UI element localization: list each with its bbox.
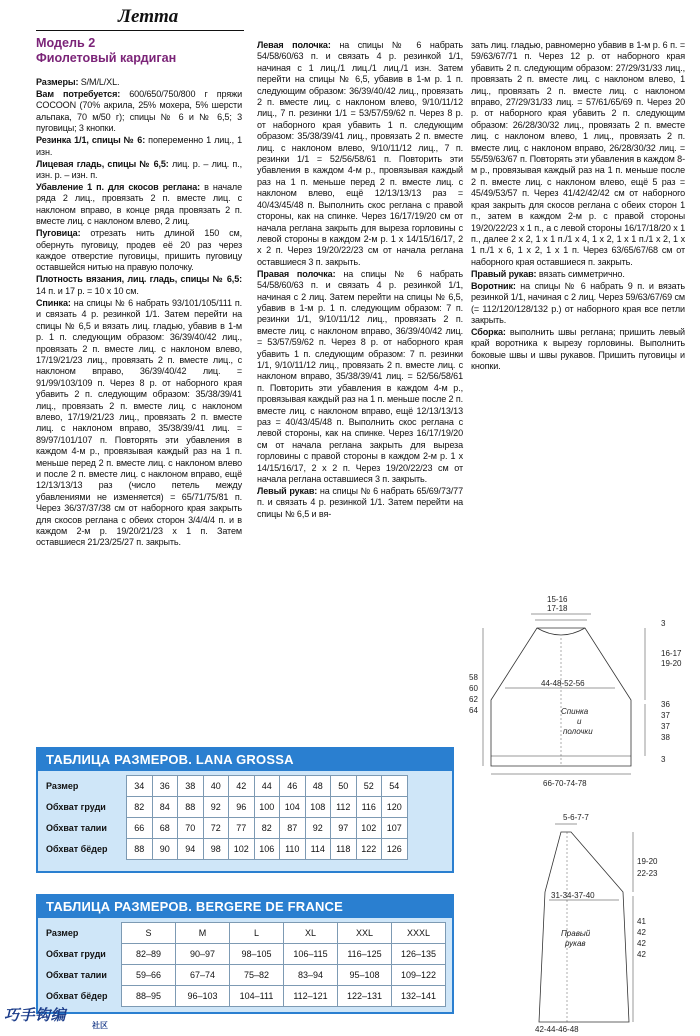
table-cell: 82 xyxy=(254,818,280,839)
table-cell: 97 xyxy=(331,818,357,839)
paragraph xyxy=(257,486,463,520)
table-cell: 112 xyxy=(331,797,357,818)
paragraph xyxy=(471,281,685,327)
table-cell: 82 xyxy=(127,797,153,818)
paragraph-heading: Лицевая гладь, спицы № 6,5: xyxy=(36,158,169,169)
table-cell: 88–95 xyxy=(122,986,176,1007)
table-cell: 112–121 xyxy=(284,986,338,1007)
table-row xyxy=(43,839,407,860)
table-cell: 122–131 xyxy=(338,986,392,1007)
table-row xyxy=(43,797,407,818)
row-label: Обхват талии xyxy=(43,818,127,839)
dim-right-2: 37 xyxy=(661,711,670,720)
table-cell: 132–141 xyxy=(392,986,446,1007)
paragraph-text: на спицы № 6 набрать 93/101/105/111 п. и связать 4 р. резинкой 1/1. Затем перейти на спицы № 6,5 и вязать лиц. гладью, убавив в 1-м р. 1 п. следующим образом: 36/39/40/42 лиц., провязать 2 п. вместе лиц. с наклоном влево, 17/19/21/23 лиц., провязать 2 п. вместе лиц., с наклоном вправо, 36/39/40/42 лиц. = 91/99/103/109 п. Через 8 р. от наборного края убавить 2 п. следующим образом: 35/38/39/41 лиц., провязать 2 п. вместе лиц. с наклоном влево, 17/19/21/23 лиц., провязать 2 п. вместе лиц. с наклоном вправо, 35/38/39/41 лиц. = 89/97/101/107 п. Повторять эти убавления в каждом 4-м р., провязывая каждый раз на 1 п. меньше перед 2 п. вместе лиц. с наклоном влево и после 2 п. вместе лиц. с наклоном вправо, ещё 12/13/13/13 раз (число петель между убавлениями не изменяется) = 65/71/75/81 п. Через 36/37/37/38 см от наборного края закрыть для скосов реглана с обеих сторон 3/4/4/4 п. и в каждом 2-м р. 19/20/21/23 x 1 п. Затем оставшиеся 21/23/25/27 п. закрыть. xyxy=(36,297,242,548)
table-cell: 46 xyxy=(280,776,306,797)
table-cell: 68 xyxy=(152,818,178,839)
paragraph-heading: Вам потребуется: xyxy=(36,89,121,99)
sleeve-dim-r2: 22-23 xyxy=(637,869,658,878)
table-cell: 92 xyxy=(203,797,229,818)
table-cell: 44 xyxy=(254,776,280,797)
table-cell: 110 xyxy=(280,839,306,860)
table-cell: 72 xyxy=(203,818,229,839)
dim-left-3: 62 xyxy=(469,695,478,704)
paragraph-text: на спицы № 6 набрать 54/58/60/63 п. и связать 4 р. резинкой 1/1, начиная с 2 лиц. Затем перейти на спицы № 6,5, убавив в 1-м р. 1 п. следующим образом: 7 п. резинки 1/1, 9/10/11/12 лиц., провязать 2 п. вместе лиц. с наклоном вправо, 36/39/40/42 лиц. = 53/57/59/62 п. Через 8 р. от наборного края убавить 1 п. следующим образом: 7 п. резинки 1/1, 9/10/11/12 лиц., провязать 2 п. вместе лиц. с наклоном вправо, 35/38/39/41 лиц. = 52/56/58/61 п. Повторить эти убавления в каждом 4-м р., провязывая каждый раз на 1 п. меньше после 2 п. вместе лиц. с наклоном вправо, ещё 12/13/13/13 раз = 40/43/45/48 п. Выполнить скос реглана с левой стороны, как на спинке. Через 16/17/19/20 см от начала реглана закрыть для выреза горловины с правой стороны в каждом 2-м р. 1 x 14/15/16/17, 2 x 2 п. Через 19/20/22/23 см от начала реглана оставшиеся 3 п. закрыть. xyxy=(257,268,463,485)
row-label: Обхват бёдер xyxy=(43,986,122,1007)
table-cell: 100 xyxy=(254,797,280,818)
text-column-2 xyxy=(257,40,463,521)
paragraph-heading: Правая полочка: xyxy=(257,268,336,279)
table-row xyxy=(43,818,407,839)
sleeve-outline xyxy=(539,832,629,1022)
neck-curve xyxy=(537,628,585,635)
dim-left-4: 64 xyxy=(469,706,478,715)
table-cell: M xyxy=(176,923,230,944)
paragraph-text: лиц. р. – лиц. п., изн. р. – изн. п. xyxy=(36,158,242,181)
sleeve-dim-top: 5-6-7-7 xyxy=(563,813,589,822)
paragraph-heading: Резинка 1/1, спицы № 6: xyxy=(36,135,146,146)
table-cell: 88 xyxy=(178,797,204,818)
paragraph-text: отрезать нить длиной 150 см, обернуть пуговицу, продев её 20 раз через каждое отверстие пуговицы, пришить пуговицу оставшейся нитью на правую полочку. xyxy=(36,228,242,273)
sleeve-dim-c2: 42 xyxy=(637,928,646,937)
table-cell: 70 xyxy=(178,818,204,839)
table-cell: 114 xyxy=(305,839,331,860)
table-row xyxy=(43,965,446,986)
table-cell: L xyxy=(230,923,284,944)
row-label: Обхват талии xyxy=(43,965,122,986)
paragraph-heading: Пуговица: xyxy=(36,228,81,239)
table-cell: 90–97 xyxy=(176,944,230,965)
paragraph xyxy=(471,327,685,373)
table-cell: 109–122 xyxy=(392,965,446,986)
model-number: Модель 2 xyxy=(36,36,96,50)
dim-top-2: 17-18 xyxy=(547,604,568,613)
table-cell: 36 xyxy=(152,776,178,797)
paragraph-heading: Воротник: xyxy=(471,280,516,291)
sleeve-dim-c3: 42 xyxy=(637,939,646,948)
sleeve-dim-bottom: 42-44-46-48 xyxy=(535,1025,579,1034)
dim-right-3: 37 xyxy=(661,722,670,731)
table-cell: 88 xyxy=(127,839,153,860)
table-cell: 84 xyxy=(152,797,178,818)
label-right: Правый xyxy=(561,929,591,938)
table-cell: S xyxy=(122,923,176,944)
paragraph-text: S/M/L/XL. xyxy=(78,77,120,87)
dim-mid: 44-48-52-56 xyxy=(541,679,585,688)
table-cell: 98–105 xyxy=(230,944,284,965)
paragraph-text: в начале ряда 2 лиц., провязать 2 п. вместе лиц. с наклоном вправо, в конце ряда провязать 2 п. вместе лиц. с наклоном влево, 2 лиц. xyxy=(36,182,242,227)
table-row xyxy=(43,944,446,965)
paragraph-text: попеременно 1 лиц., 1 изн. xyxy=(36,135,243,157)
table-cell: 126 xyxy=(382,839,408,860)
table-cell: 102 xyxy=(229,839,255,860)
paragraph xyxy=(36,274,242,297)
table-cell: 38 xyxy=(178,776,204,797)
paragraph xyxy=(36,135,242,158)
paragraph-text: зать лиц. гладью, равномерно убавив в 1-м р. 6 п. = 59/63/67/71 п. Через 12 р. от наборного края убавить 2 п. следующим образом: 27/29/31/33 лиц., провязать 2 п. вместе лиц. с наклоном влево, 1 лиц., провязать 2 п. вместе лиц. с наклоном вправо, 27/29/31/33 лиц. = 57/61/65/69 п. Через 20 р. от наборного края убавить 2 п. следующим образом: 26/28/30/32 лиц., провязать 2 п. вместе лиц. с наклоном влево, 1 лиц., провязать 2 п. вместе лиц. с наклоном вправо, 26/28/30/32 лиц. = 55/59/63/67 п. Повторять эти убавления в каждом 8-м р., провязывая каждый раз на 1 п. меньше после 2 п. вместе лиц. с наклоном влево, ещё 5 раз = 45/49/53/57 п. Через 41/42/42/42 см от наборного края закрыть для скосов реглана с обеих сторон 1 п., затем в каждом 2-м р. с правой стороны 19/20/22/23 x 1 п., а с левой стороны 16/17/18/20 x 1 п., далее 2 x 2, 1 x 1 п./1 x 4, 1 x 2, 1 x 1 п./1 x 2, 1 x 1 п./1 x 6, 1 x 2, 1 x 1 п. Через 63/65/67/68 см от наборного края оставшиеся п. закрыть. xyxy=(471,40,685,267)
paragraph-text: 14 п. и 17 р. = 10 x 10 см. xyxy=(36,285,139,296)
label-back: Спинка xyxy=(561,707,589,716)
table-cell: 59–66 xyxy=(122,965,176,986)
table-cell: 98 xyxy=(203,839,229,860)
table-cell: 54 xyxy=(382,776,408,797)
text-column-3 xyxy=(471,40,685,373)
paragraph-heading: Размеры: xyxy=(36,77,79,87)
table-cell: 120 xyxy=(382,797,408,818)
paragraph-heading: Правый рукав: xyxy=(471,268,537,279)
body-outline xyxy=(491,628,631,766)
paragraph xyxy=(257,40,463,268)
table-cell: 104–111 xyxy=(230,986,284,1007)
size-table-lana-grossa-title: ТАБЛИЦА РАЗМЕРОВ. LANA GROSSA xyxy=(38,749,452,771)
paragraph xyxy=(36,89,242,135)
paragraph-text: 600/650/750/800 г пряжи COCOON (70% акрила, 25% мохера, 5% шерсти альпака, 70 м/50 г); спицы № 6 и № 6,5; 3 пуговицы; 3 кнопки. xyxy=(36,89,242,134)
table-cell: 42 xyxy=(229,776,255,797)
paragraph-text: на спицы № 6 набрать 9 п. и вязать резинкой 1/1, начиная с 2 лиц. Через 59/63/67/69 см (= 112/120/128/132 р.) от наборного края все петли закрыть. xyxy=(471,280,685,325)
paragraph xyxy=(471,40,685,268)
paragraph-heading: Плотность вязания, лиц. гладь, спицы № 6,5: xyxy=(36,274,242,285)
table-cell: 87 xyxy=(280,818,306,839)
table-cell: 52 xyxy=(356,776,382,797)
sleeve-dim-c4: 42 xyxy=(637,950,646,959)
table-cell: 107 xyxy=(382,818,408,839)
dim-right-bottom: 3 xyxy=(661,755,666,764)
dim-bottom: 66-70-74-78 xyxy=(543,779,587,788)
table-cell: 104 xyxy=(280,797,306,818)
table-cell: XXXL xyxy=(392,923,446,944)
table-cell: 94 xyxy=(178,839,204,860)
table-row xyxy=(43,776,407,797)
row-label: Обхват груди xyxy=(43,797,127,818)
table-cell: 102 xyxy=(356,818,382,839)
sleeve-dim-r1: 19-20 xyxy=(637,857,658,866)
paragraph-heading: Левый рукав: xyxy=(257,486,318,497)
table-cell: 50 xyxy=(331,776,357,797)
dim-neck-1: 16-17 xyxy=(661,649,682,658)
table-cell: 116–125 xyxy=(338,944,392,965)
label-fronts: полочки xyxy=(563,727,593,736)
paragraph-text: вязать симметрично. xyxy=(536,268,625,279)
table-cell: 92 xyxy=(305,818,331,839)
table-cell: 116 xyxy=(356,797,382,818)
table-cell: 122 xyxy=(356,839,382,860)
table-cell: 96 xyxy=(229,797,255,818)
brand-title: Летта xyxy=(118,6,179,27)
table-cell: 90 xyxy=(152,839,178,860)
row-label: Обхват бёдер xyxy=(43,839,127,860)
table-cell: XL xyxy=(284,923,338,944)
table-cell: 77 xyxy=(229,818,255,839)
table-cell: 126–135 xyxy=(392,944,446,965)
paragraph-heading: Убавление 1 п. для скосов реглана: xyxy=(36,182,201,193)
table-row xyxy=(43,986,446,1007)
text-column-1 xyxy=(36,77,242,549)
paragraph-heading: Левая полочка: xyxy=(257,40,331,50)
paragraph xyxy=(36,159,242,182)
table-cell: 48 xyxy=(305,776,331,797)
watermark-sub: 社区 xyxy=(92,1021,108,1030)
row-label: Обхват груди xyxy=(43,944,122,965)
paragraph xyxy=(36,298,242,549)
dim-left-2: 60 xyxy=(469,684,478,693)
paragraph xyxy=(471,269,685,280)
dim-right-top: 3 xyxy=(661,619,666,628)
watermark-logo: 巧手钩编 xyxy=(4,1007,67,1024)
table-cell: 67–74 xyxy=(176,965,230,986)
label-sleeve: рукав xyxy=(565,939,586,948)
dim-neck-2: 19-20 xyxy=(661,659,682,668)
paragraph-text: на спицы № 6 набрать 65/69/73/77 п. и связать 4 р. резинкой 1/1. Затем перейти на спицы № 6,5 и вя- xyxy=(257,486,463,519)
body-pattern-diagram xyxy=(465,590,695,790)
table-cell: 75–82 xyxy=(230,965,284,986)
paragraph xyxy=(36,228,242,274)
dim-right-1: 36 xyxy=(661,700,670,709)
paragraph xyxy=(257,269,463,486)
paragraph-text: выполнить швы реглана; пришить левый край воротника к вырезу горловины. Выполнить боковые швы и швы рукавов. Пришить пуговицы и кнопки. xyxy=(471,326,685,372)
sleeve-dim-mid: 31-34-37-40 xyxy=(551,891,595,900)
table-cell: 118 xyxy=(331,839,357,860)
dim-top-1: 15-16 xyxy=(547,595,568,604)
paragraph-heading: Сборка: xyxy=(471,326,506,337)
table-cell: 34 xyxy=(127,776,153,797)
table-row xyxy=(43,923,446,944)
dim-left-1: 58 xyxy=(469,673,478,682)
table-cell: 96–103 xyxy=(176,986,230,1007)
table-cell: 95–108 xyxy=(338,965,392,986)
table-cell: 106–115 xyxy=(284,944,338,965)
paragraph xyxy=(36,77,242,88)
row-label: Размер xyxy=(43,776,127,797)
label-and: и xyxy=(577,717,582,726)
table-cell: 82–89 xyxy=(122,944,176,965)
sleeve-dim-c1: 41 xyxy=(637,917,646,926)
size-table-bergere-title: ТАБЛИЦА РАЗМЕРОВ. BERGERE DE FRANCE xyxy=(38,896,452,918)
brand-underline xyxy=(36,30,244,31)
paragraph-heading: Спинка: xyxy=(36,297,71,308)
row-label: Размер xyxy=(43,923,122,944)
sleeve-pattern-diagram xyxy=(505,812,695,1036)
model-title: Фиолетовый кардиган xyxy=(36,51,177,65)
table-cell: 40 xyxy=(203,776,229,797)
size-table-bergere xyxy=(36,894,454,1014)
size-table-lana-grossa xyxy=(36,747,454,873)
table-cell: 66 xyxy=(127,818,153,839)
table-cell: XXL xyxy=(338,923,392,944)
paragraph-text: на спицы № 6 набрать 54/58/60/63 п. и связать 4 р. резинкой 1/1, начиная с 1 лиц./1 лиц./1 лиц./1 изн. Затем перейти на спицы № 6,5, убавив в 1-м р. 1 п. следующим образом: 36/39/40/42 лиц., провязать 2 п. вместе лиц. с наклоном влево, 9/10/11/12 лиц., 7 п. резинки 1/1 = 53/57/59/62 п. Через 8 р. от наборного края убавить 1 п. следующим образом: 35/38/39/41 лиц., провязать 2 п. вместе лиц. с наклоном влево, 9/10/11/12 лиц., 7 п. резинки 1/1 = 52/56/58/61 п. Повторить эти убавления в каждом 4-м р., провязывая каждый раз на 1 п. меньше перед 2 п. вместе лиц. с наклоном влево, ещё 12/13/13/13 раз = 40/43/45/48 п. Выполнить скос реглана с правой стороны, как на спинке. Через 16/17/19/20 см от начала реглана закрыть для выреза горловины с левой стороны в каждом 2-м р. 1 x 14/15/16/17, 2 x 2 п. Через 19/20/22/23 см от начала реглана оставшиеся 3 п. закрыть. xyxy=(257,40,464,267)
dim-right-4: 38 xyxy=(661,733,670,742)
paragraph xyxy=(36,182,242,228)
model-heading xyxy=(36,36,256,66)
table-cell: 108 xyxy=(305,797,331,818)
table-cell: 106 xyxy=(254,839,280,860)
table-cell: 83–94 xyxy=(284,965,338,986)
